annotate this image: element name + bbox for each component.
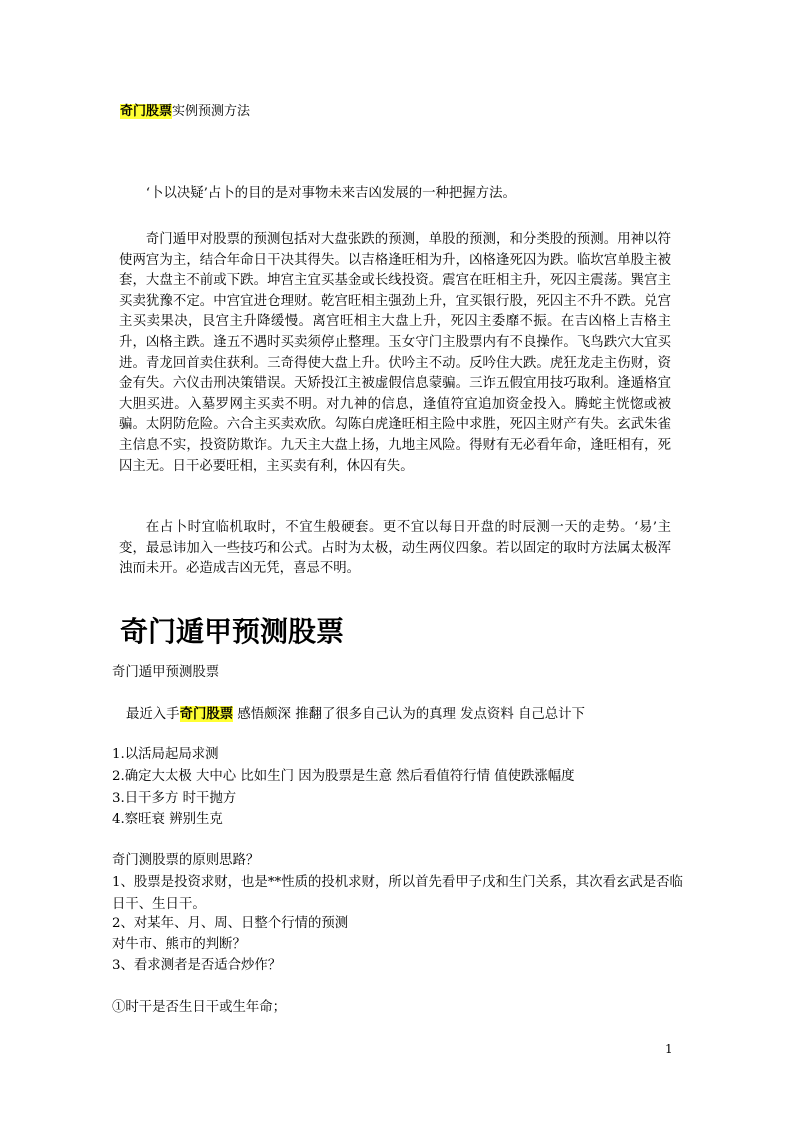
title-rest: 实例预测方法 (172, 104, 251, 119)
intro-pre: 最近入手 (126, 707, 180, 722)
principle-title: 奇门测股票的原则思路？ (112, 853, 260, 868)
intro-line (126, 704, 585, 725)
intro-highlight: 奇门股票 (179, 706, 234, 722)
quote-paragraph: ‘卜以决疑’占卜的目的是对事物未来吉凶发展的一种把握方法。 (145, 186, 516, 201)
principle-3: 3、看求测者是否适合炒作？ (112, 958, 282, 973)
principle-2b: 对牛市、熊市的判断？ (112, 937, 246, 952)
page-number: 1 (665, 1042, 673, 1056)
intro-post: 感悟颇深 推翻了很多自己认为的真理 发点资料 自己总计下 (233, 707, 585, 722)
main-heading: 奇门遁甲预测股票 (120, 615, 345, 648)
principle-1: 1、股票是投资求财，也是**性质的投机求财，所以首先看甲子戊和生门关系，其次看玄武是否临日干、生日干。 (112, 875, 683, 912)
principle-2: 2、对某年、月、周、日整个行情的预测 (112, 916, 349, 931)
subheading: 奇门遁甲预测股票 (112, 665, 220, 680)
list-item: 2.确定大太极 大中心 比如生门 因为股票是生意 然后看值符行情 值使跌涨幅度 (112, 769, 575, 784)
list-item: 4.察旺衰 辨别生克 (112, 812, 223, 827)
circled-item: ①时干是否生日干或生年命； (112, 1000, 287, 1015)
list-item: 1.以活局起局求测 (112, 747, 219, 762)
main-paragraph: 奇门遁甲对股票的预测包括对大盘张跌的预测，单股的预测，和分类股的预测。用神以符使两宫为主，结合年命日干决其得失。以吉格逢旺相为升，凶格逢死囚为跌。临坎宫单股主被套，大盘主不前或下跌。坤宫主宜买基金或长线投资。震宫在旺相主升，死囚主震荡。巽宫主买卖犹豫不定。中宫宜进仓理财。乾宫旺相主强劲上升，宜买银行股，死囚主不升不跌。兑宫主买卖果决，艮宫主升降缓慢。离宫旺相主大盘上升，死囚主委靡不振。在吉凶格上吉格主升，凶格主跌。逢五不遇时买卖须停止整理。玉女守门主股票内有不良操作。飞鸟跌穴大宜买进。青龙回首卖住获利。三奇得使大盘上升。伏吟主不动。反吟住大跌。虎狂龙走主伤财，资金有失。六仪击刑决策错误。天矫投江主被虚假信息蒙骗。三诈五假宜用技巧取利。逢遁格宜大胆买进。入墓罗网主买卖不明。对九神的信息，逢值符宜追加资金投入。腾蛇主恍惚或被骗。太阴防危险。六合主买卖欢欣。勾陈白虎逢旺相主险中求胜，死囚主财产有失。玄武朱雀主信息不实，投资防欺诈。九天主大盘上扬，九地主风险。得财有无必看年命，逢旺相有，死囚主无。日干必要旺相，主买卖有利，休囚有失。 (119, 232, 671, 474)
second-paragraph: 在占卜时宜临机取时，不宜生般硬套。更不宜以每日开盘的时辰测一天的走势。‘易’主变，最忌讳加入一些技巧和公式。占时为太极，动生两仪四象。若以固定的取时方法属太极浑浊而未开。必造成吉凶无凭，喜忌不明。 (119, 520, 671, 577)
section-title (120, 103, 250, 121)
title-highlight: 奇门股票 (120, 104, 173, 119)
list-item: 3.日干多方 时干抛方 (112, 791, 237, 806)
